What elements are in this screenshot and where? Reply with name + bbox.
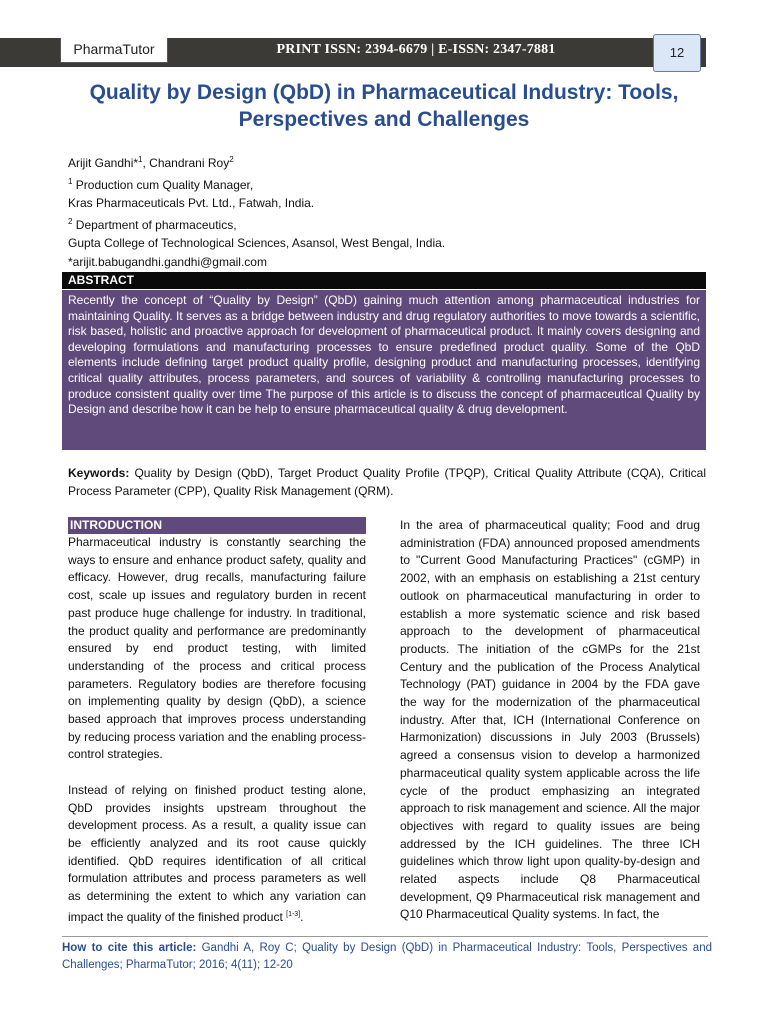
author-block bbox=[68, 151, 708, 272]
author-email[interactable]: *arijit.babugandhi.gandhi@gmail.com bbox=[68, 254, 267, 269]
affiliation-2-dept bbox=[68, 213, 708, 235]
author-2: , Chandrani Roy bbox=[142, 156, 230, 170]
introduction-heading: INTRODUCTION bbox=[68, 517, 366, 534]
aff-1-text: Production cum Quality Manager, bbox=[72, 177, 254, 192]
abstract-text: Recently the concept of “Quality by Design” (QbD) gaining much attention among pharmaceutical industries for maintaining Quality. It serves as a bridge between industry and drug regulatory authorities to move towards a scientific, risk based, holistic and proactive approach for development of pharmaceutical product. It mainly covers designing and developing formulations and manufacturing processes to ensure predefined product quality. Some of the QbD elements include defining target product quality profile, designing product and manufacturing processes, identifying critical quality attributes, process parameters, and sources of variability & controlling manufacturing processes to produce consistent quality over time The purpose of this article is to discuss the concept of pharmaceutical Quality by Design and describe how it can be help to ensure pharmaceutical quality & drug development. bbox=[62, 290, 706, 450]
author-2-sup: 2 bbox=[229, 155, 234, 164]
author-line bbox=[68, 151, 708, 173]
aff-2-text: Department of pharmaceutics, bbox=[72, 217, 237, 232]
keywords bbox=[68, 464, 706, 500]
affiliation-2-org: Gupta College of Technological Sciences, Asansol, West Bengal, India. bbox=[68, 236, 446, 251]
issn-text: PRINT ISSN: 2394-6679 | E-ISSN: 2347-7881 bbox=[276, 42, 556, 57]
intro-paragraph-2-end: . bbox=[300, 909, 304, 924]
left-column bbox=[68, 517, 366, 926]
author-1: Arijit Gandhi* bbox=[68, 156, 139, 170]
affiliation-1-org: Kras Pharmaceuticals Pvt. Ltd., Fatwah, India. bbox=[68, 196, 315, 211]
intro-paragraph-1: Pharmaceutical industry is constantly searching the ways to ensure and enhance product safety, quality and efficacy. However, drug recalls, manufacturing failure cost, scale up issues and regulatory burden in recent past produce huge challenge for industry. In traditional, the product quality and performance are predominantly ensured by end product testing, with limited understanding of the process and critical process parameters. Regulatory bodies are therefore focusing on implementing quality by design (QbD), a science based approach that improves process understanding by reducing process variation and the enabling process-control strategies. bbox=[68, 535, 366, 762]
cite-text: Gandhi A, Roy C; Quality by Design (QbD) in Pharmaceutical Industry: Tools, Perspectives and Challenges; PharmaTutor; 2016; 4(11); 12-20 bbox=[62, 942, 712, 971]
affiliation-1-role bbox=[68, 173, 708, 195]
keywords-text: Quality by Design (QbD), Target Product Quality Profile (TPQP), Critical Quality Attribute (CQA), Critical Process Parameter (CPP), Quality Risk Management (QRM). bbox=[68, 466, 706, 499]
title-line-1: Quality by Design (QbD) in Pharmaceutical Industry: Tools, bbox=[89, 81, 679, 104]
cite-label: How to cite this article: bbox=[62, 942, 197, 954]
keywords-label: Keywords: bbox=[68, 466, 130, 480]
right-column bbox=[400, 517, 700, 924]
citation-footer bbox=[62, 940, 712, 974]
page-number: 12 bbox=[653, 34, 701, 72]
aff-2-sup: 2 bbox=[68, 216, 73, 226]
intro-paragraph-2 bbox=[68, 782, 366, 927]
article-title bbox=[60, 79, 708, 133]
aff-1-sup: 1 bbox=[68, 176, 73, 186]
footer-divider bbox=[62, 936, 708, 937]
title-line-2: Perspectives and Challenges bbox=[238, 108, 530, 131]
abstract-heading: ABSTRACT bbox=[62, 272, 706, 289]
intro-paragraph-2-text: Instead of relying on finished product testing alone, QbD provides insights upstream throughout the development process. As a result, a quality issue can be efficiently analyzed and its root cause quickly identified. QbD requires identification of all critical formulation attributes and process parameters as well as determining the extent to which any variation can impact the quality of the finished product bbox=[68, 782, 366, 924]
author-1-sup: 1 bbox=[138, 155, 143, 164]
right-paragraph: In the area of pharmaceutical quality; Food and drug administration (FDA) announced proposed amendments to "Current Good Manufacturing Practices" (cGMP) in 2002, with an emphasis on establishing a 21st century outlook on pharmaceutical manufacturing in order to establish a more systematic science and risk based approach to the development of pharmaceutical products. The initiation of the cGMPs for the 21st Century and the publication of the Process Analytical Technology (PAT) guidance in 2004 by the FDA gave the way for the modernization of the pharmaceutical industry. After that, ICH (International Conference on Harmonization) discussions in July 2003 (Brussels) agreed a consensus vision to develop a harmonized pharmaceutical quality system applicable across the life cycle of the product emphasizing an integrated approach to risk management and science. All the major objectives with regard to quality issues are being addressed by the ICH guidelines. The three ICH guidelines which throw light upon quality-by-design and related aspects include Q8 Pharmaceutical development, Q9 Pharmaceutical risk management and Q10 Pharmaceutical Quality systems. In fact, the bbox=[400, 518, 700, 922]
journal-brand: PharmaTutor bbox=[60, 38, 168, 63]
citation-ref: [1-3] bbox=[286, 910, 301, 918]
